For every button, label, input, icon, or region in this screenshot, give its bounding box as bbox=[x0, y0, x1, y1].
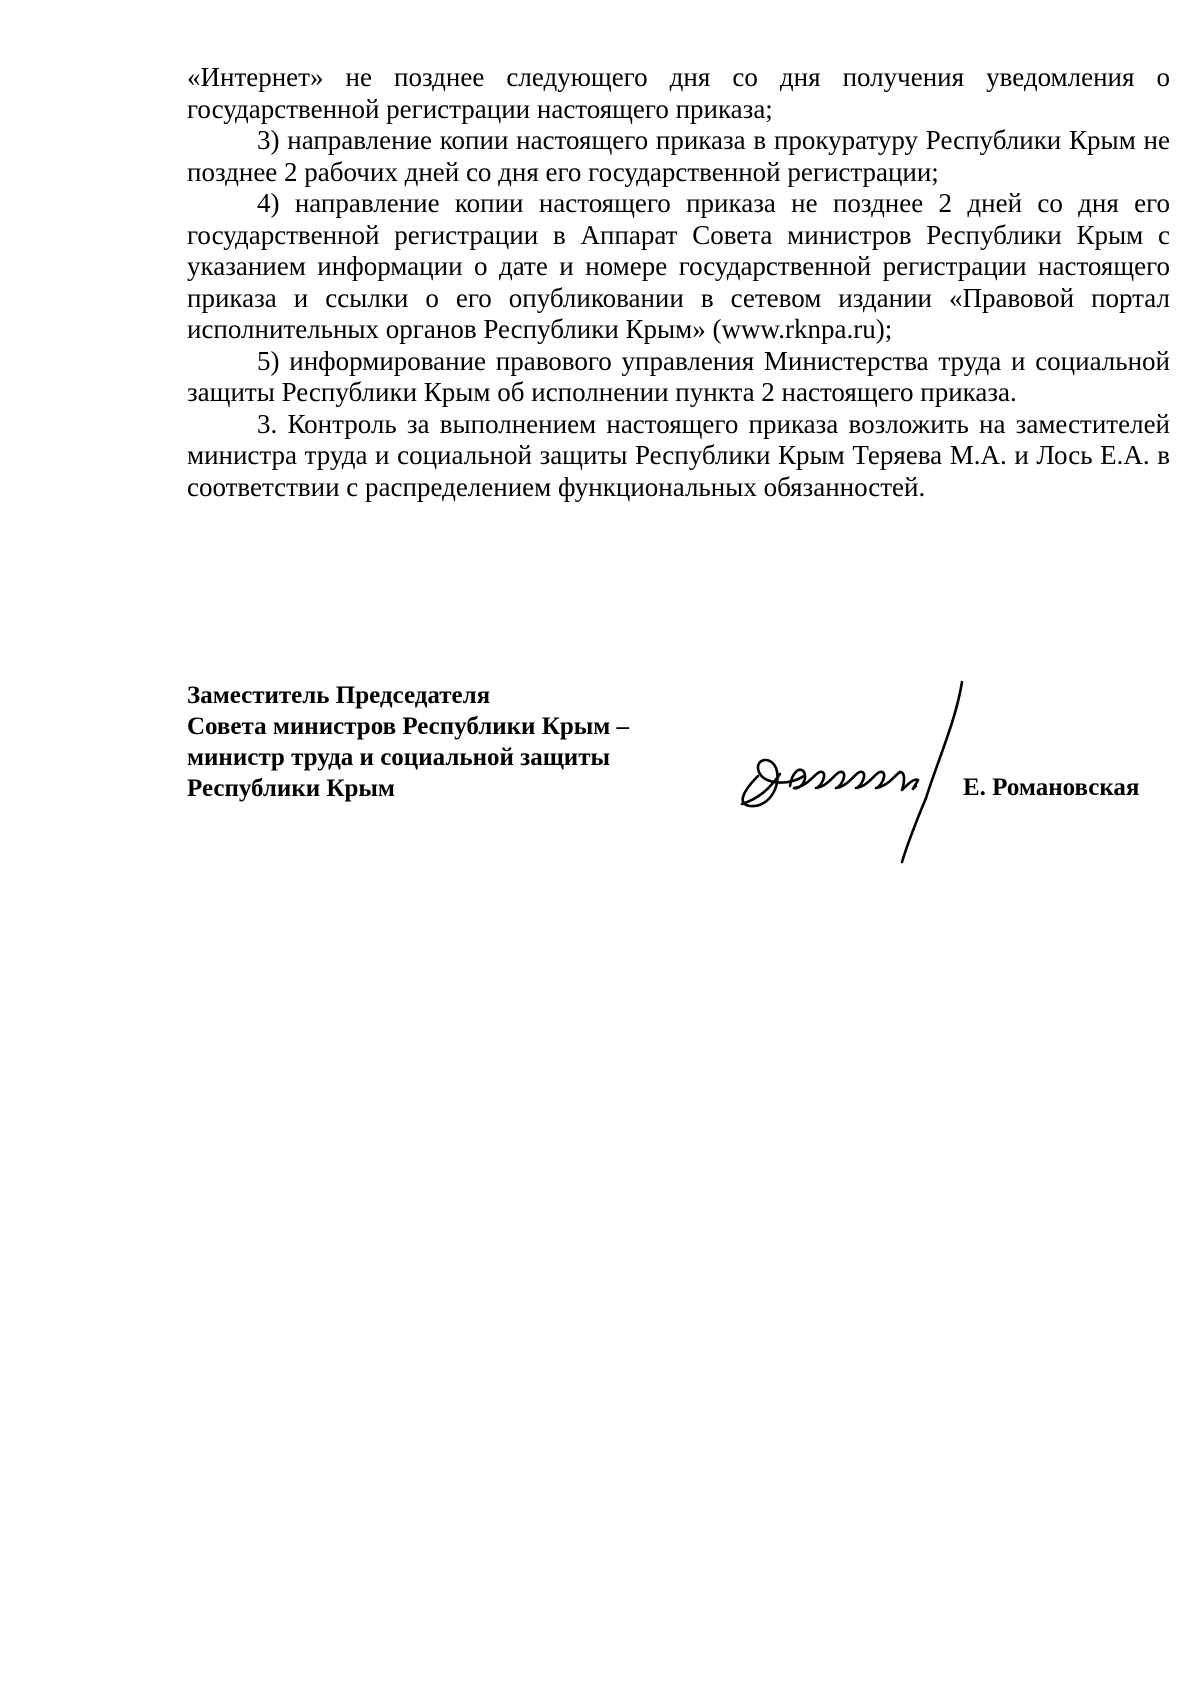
paragraph-item-4: 4) направление копии настоящего приказа не позднее 2 дней со дня его государственной регистрации в Аппарат Совета министров Республики Крым с указанием информации о дате и номере государственной регистрации настоящего приказа и ссылки о его опубликовании в сетевом издании «Правовой портал исполнительных органов Республики Крым» (www.rknpa.ru); bbox=[187, 188, 1170, 344]
paragraph-item-5: 5) информирование правового управления Министерства труда и социальной защиты Республики Крым об исполнении пункта 2 настоящего приказа. bbox=[187, 345, 1170, 407]
position-line: министр труда и социальной защиты bbox=[187, 744, 610, 771]
signer-name: Е. Романовская bbox=[963, 774, 1140, 801]
signatory-position bbox=[187, 680, 707, 804]
document-body bbox=[187, 62, 1170, 503]
position-line: Заместитель Председателя bbox=[187, 682, 491, 709]
paragraph-continuation: «Интернет» не позднее следующего дня со дня получения уведомления о государственной регистрации настоящего приказа; bbox=[187, 62, 1170, 124]
position-line: Республики Крым bbox=[187, 775, 395, 802]
paragraph-section-3: 3. Контроль за выполнением настоящего приказа возложить на заместителей министра труда и социальной защиты Республики Крым Теряева М.А. и Лось Е.А. в соответствии с распределением функциональных обязанностей. bbox=[187, 408, 1170, 502]
paragraph-item-3: 3) направление копии настоящего приказа в прокуратуру Республики Крым не позднее 2 рабочих дней со дня его государственной регистрации; bbox=[187, 125, 1170, 187]
handwritten-signature bbox=[730, 680, 990, 865]
position-line: Совета министров Республики Крым – bbox=[187, 713, 630, 740]
